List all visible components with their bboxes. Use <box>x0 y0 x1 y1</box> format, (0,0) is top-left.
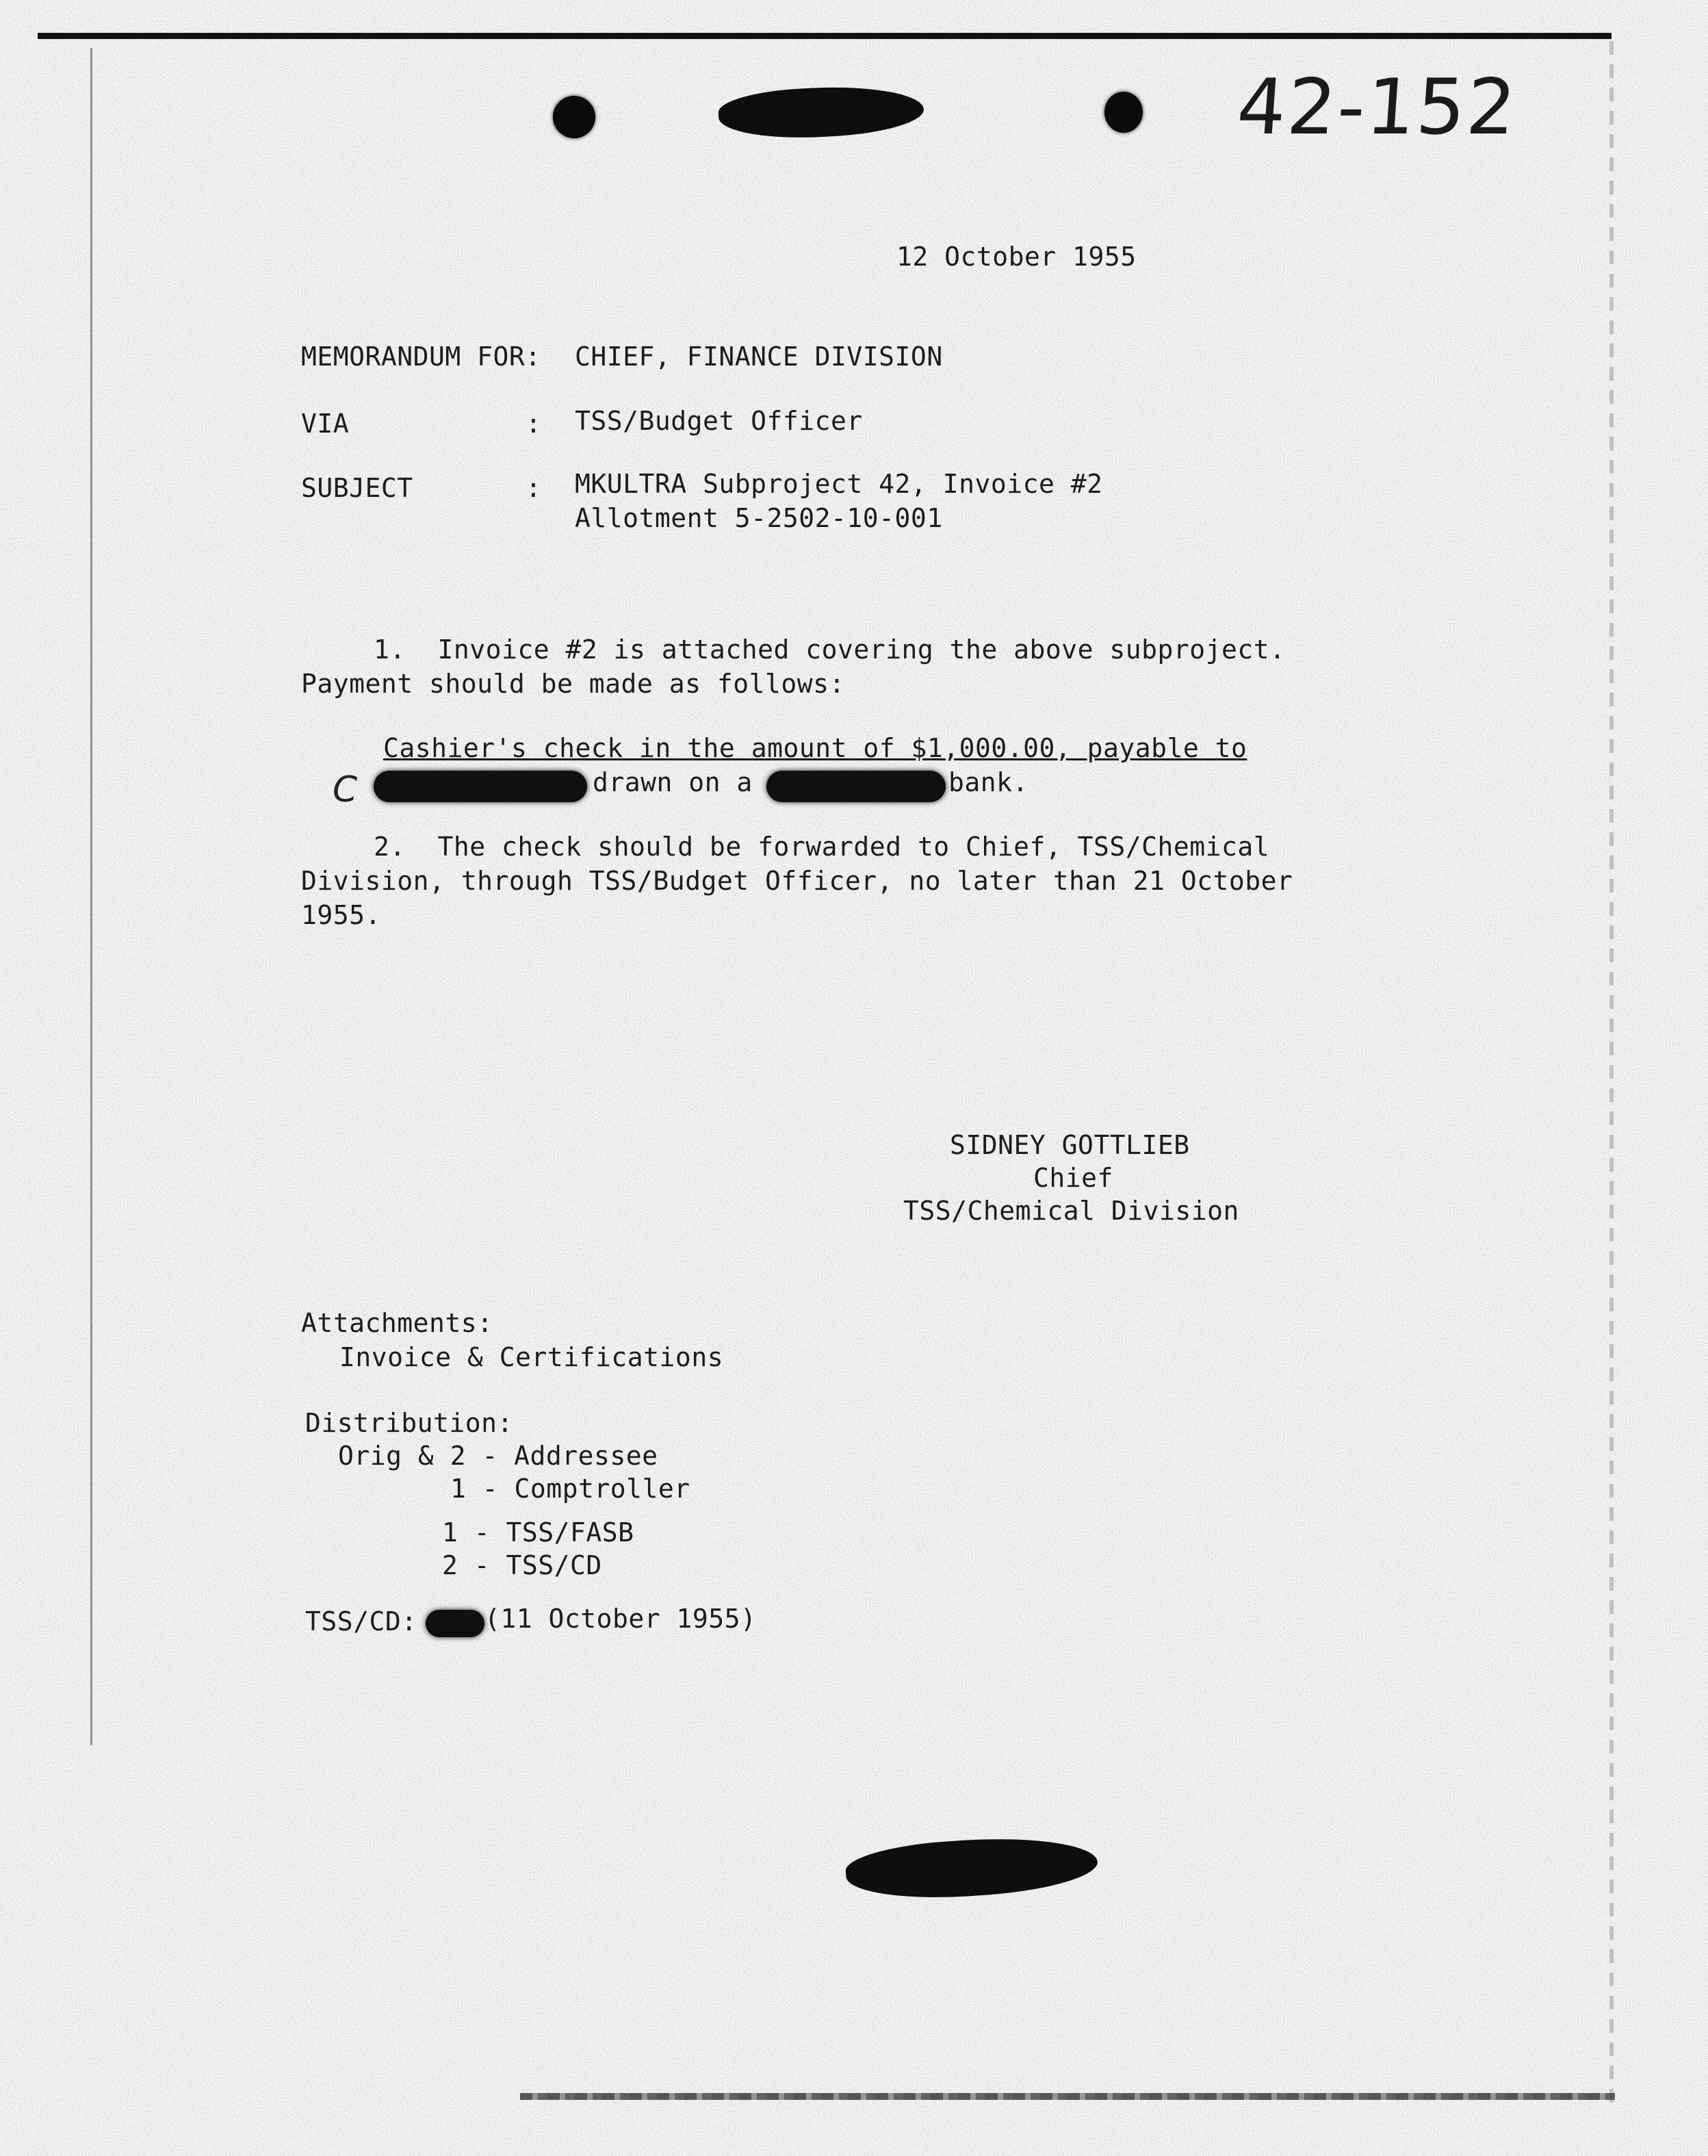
check-line-1: Cashier's check in the amount of $1,000.00, payable to <box>383 733 1247 763</box>
paragraph-2-line-3: 1955. <box>301 900 381 930</box>
paragraph-1-line-1: 1. Invoice #2 is attached covering the above subproject. <box>374 634 1286 665</box>
signatory-division: TSS/Chemical Division <box>903 1196 1239 1226</box>
attachments-label: Attachments: <box>301 1308 493 1338</box>
redaction-payee <box>374 771 587 802</box>
left-margin-line <box>90 48 92 1745</box>
via-label: VIA <box>301 409 350 439</box>
attachments-item: Invoice & Certifications <box>339 1342 724 1372</box>
right-edge-shadow <box>1609 41 1614 2108</box>
bottom-border <box>520 2093 1615 2100</box>
subject-colon: : <box>526 473 542 503</box>
signatory-title: Chief <box>1033 1163 1113 1193</box>
redaction-initials <box>426 1610 484 1637</box>
memo-for-value: CHIEF, FINANCE DIVISION <box>575 342 943 372</box>
reference-suffix: (11 October 1955) <box>484 1604 757 1634</box>
paragraph-2-line-2: Division, through TSS/Budget Officer, no later than 21 October <box>301 866 1293 896</box>
subject-label: SUBJECT <box>301 473 413 503</box>
distribution-item: 1 - TSS/FASB <box>442 1517 634 1548</box>
top-border <box>38 33 1612 39</box>
reference-prefix: TSS/CD: <box>305 1606 417 1637</box>
distribution-item: 2 - TSS/CD <box>442 1550 602 1580</box>
handwritten-c: C <box>333 769 358 810</box>
memo-for-label: MEMORANDUM FOR: <box>301 342 541 372</box>
handwritten-document-number: 42-152 <box>1234 63 1521 152</box>
subject-line-2: Allotment 5-2502-10-001 <box>575 503 943 533</box>
redaction-bank <box>766 771 946 802</box>
check-line-2-mid: drawn on a <box>593 767 753 797</box>
paragraph-1-line-2: Payment should be made as follows: <box>301 669 845 699</box>
memo-date: 12 October 1955 <box>896 242 1137 272</box>
subject-line-1: MKULTRA Subproject 42, Invoice #2 <box>575 469 1103 499</box>
via-value: TSS/Budget Officer <box>575 406 863 436</box>
via-colon: : <box>526 409 542 439</box>
signatory-name: SIDNEY GOTTLIEB <box>950 1130 1190 1160</box>
check-line-2-end: bank. <box>948 767 1028 797</box>
punch-hole-right <box>1104 92 1143 133</box>
paragraph-2-line-1: 2. The check should be forwarded to Chief, TSS/Chemical <box>374 832 1270 862</box>
punch-hole-left <box>553 96 595 138</box>
redaction-blot-bottom <box>844 1831 1100 1904</box>
distribution-label: Distribution: <box>305 1408 513 1438</box>
distribution-item: 1 - Comptroller <box>450 1474 690 1504</box>
redaction-blot-top <box>717 82 924 142</box>
distribution-item: Orig & 2 - Addressee <box>338 1441 658 1471</box>
